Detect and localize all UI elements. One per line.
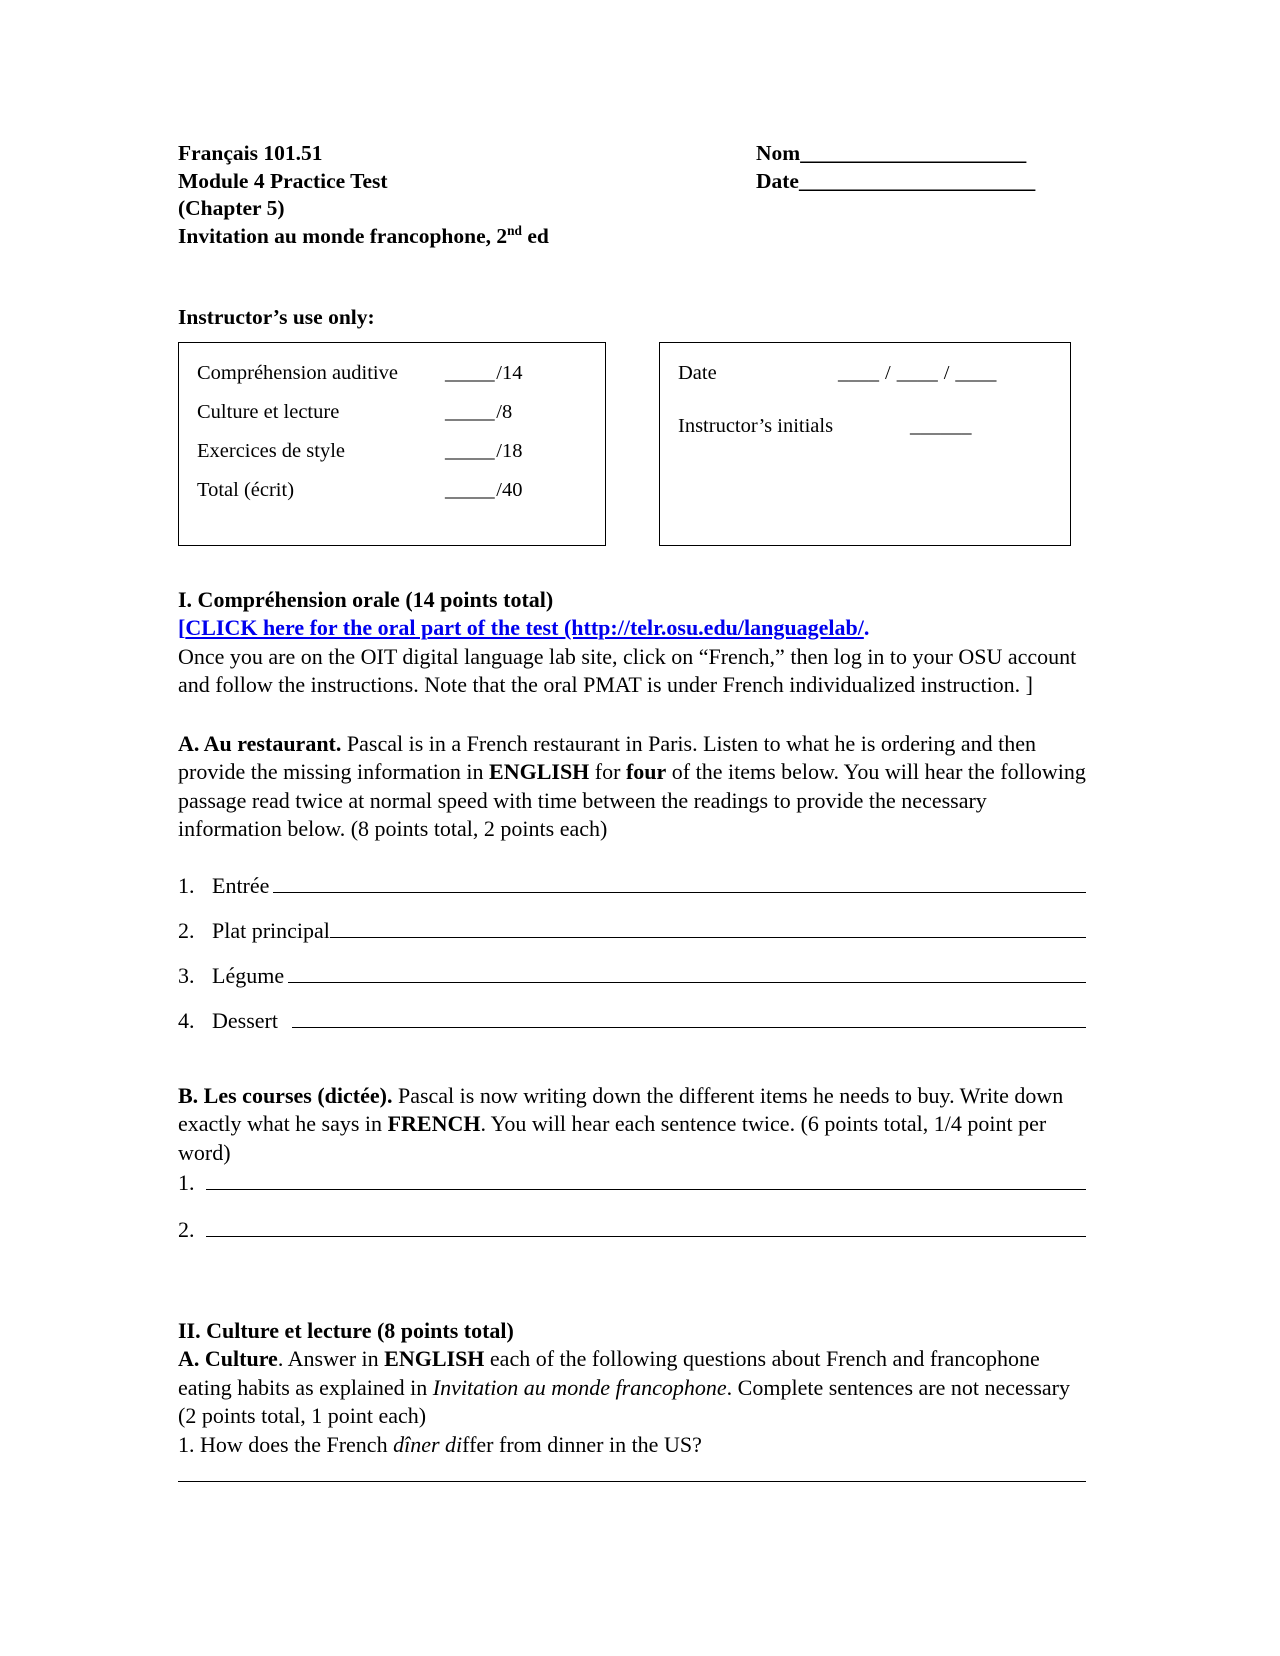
part-a-text-2: for [589, 759, 626, 784]
grade-points: /14 [496, 362, 523, 384]
oral-test-url-link[interactable]: (http://telr.osu.edu/languagelab/ [558, 615, 864, 640]
answer-term: Entrée [212, 872, 270, 898]
culture-question-1-italic: dîner di [393, 1431, 463, 1457]
instructor-date-day-blank[interactable]: ____ [896, 362, 938, 384]
answer-term: Dessert [212, 1007, 278, 1033]
answer-number: 4. [178, 1007, 195, 1033]
instructor-initials-label: Instructor’s initials [678, 415, 834, 437]
grade-blank[interactable]: _____ [445, 401, 495, 423]
textbook-edition-sup: nd [507, 222, 522, 238]
date-separator-2: / [943, 362, 950, 384]
link-open-bracket: [ [178, 615, 186, 640]
date-blank[interactable]: _______________________ [798, 168, 1035, 193]
dictee-row [178, 1169, 1086, 1197]
part-b-label: B. Les courses (dictée). [178, 1082, 393, 1108]
answer-blank-line[interactable] [330, 918, 1086, 938]
part-a-text-1: Pascal is in a French restaurant in Paris. Listen to what he is ordering and then provide the missing information in [178, 730, 1037, 784]
instructor-initials-blank[interactable]: ______ [910, 415, 972, 437]
instructor-date-month-blank[interactable]: ____ [838, 362, 879, 384]
section-ii-bold-english: ENGLISH [384, 1346, 485, 1371]
oral-test-link[interactable]: CLICK here for the oral part of the test [185, 615, 559, 640]
section-ii-part-a-label: Culture [204, 1346, 278, 1371]
textbook-title-text: Invitation au monde francophone, 2 [178, 223, 508, 248]
instructor-initials-row [678, 416, 1070, 436]
instructor-boxes [178, 342, 1086, 546]
document-page [178, 0, 1086, 1482]
dictee-row [178, 1216, 1086, 1244]
document-header [178, 0, 1086, 250]
answer-row [178, 872, 1086, 900]
date-initials-box [659, 342, 1071, 546]
answer-number: 3. [178, 962, 195, 988]
grade-blank[interactable]: _____ [445, 479, 495, 501]
instructor-use-title: Instructor’s use only: [178, 305, 375, 329]
answer-row [178, 1007, 1086, 1035]
answer-number: 2. [178, 917, 195, 943]
date-label: Date [756, 168, 799, 193]
name-blank[interactable]: ______________________ [800, 141, 1026, 165]
culture-question-1-suffix: ffer from dinner in the US? [462, 1431, 702, 1457]
part-b-bold-french: FRENCH [387, 1111, 481, 1136]
grade-label: Culture et lecture [197, 401, 340, 423]
section-ii-italic-booktitle: Invitation au monde francophone [432, 1374, 727, 1400]
chapter-label: (Chapter 5) [178, 196, 285, 220]
grade-points: /40 [496, 479, 523, 501]
test-title: Module 4 Practice Test [178, 168, 388, 193]
part-a-answer-list [178, 872, 1086, 1035]
link-trailing-period: . [863, 615, 870, 640]
oral-test-link-line [178, 614, 1086, 643]
grade-blank[interactable]: _____ [445, 362, 495, 384]
answer-blank-line[interactable] [292, 1008, 1086, 1028]
part-a-au-restaurant [178, 730, 1086, 844]
date-field-row [756, 168, 1086, 196]
part-a-bold-four: four [625, 759, 667, 784]
grade-row [197, 441, 605, 461]
section-ii-text-2: each of the following questions about French and francophone eating habits as explained in [178, 1346, 1040, 1400]
part-a-bold-english: ENGLISH [489, 759, 590, 784]
part-a-text-3: of the items below. You will hear the following passage read twice at normal speed with time between the readings to provide the necessary information below. (8 points total, 2 points each) [178, 759, 1086, 841]
culture-question-1 [178, 1431, 1086, 1460]
grade-label: Exercices de style [197, 440, 345, 462]
section-ii-text-3: . Complete sentences are not necessary (2 points total, 1 point each) [178, 1374, 1070, 1428]
answer-term: Plat principal [212, 917, 330, 943]
grade-blank[interactable]: _____ [445, 440, 495, 462]
answer-number: 1. [178, 872, 195, 898]
grading-box [178, 342, 606, 546]
answer-term: Légume [212, 962, 285, 988]
instructor-date-label: Date [678, 362, 717, 384]
culture-answer-blank-line[interactable] [178, 1465, 1086, 1482]
part-b-text-2: . You will hear each sentence twice. (6 points total, 1/4 point per word) [178, 1111, 1047, 1165]
oral-test-instructions: Once you are on the OIT digital language lab site, click on “French,” then log in to your OSU account and follow the instructions. Note that the oral PMAT is under French individualized instruction. ] [178, 643, 1077, 697]
part-b-text-1: Pascal is now writing down the different items he needs to buy. Write down exactly what he says in [178, 1082, 1064, 1136]
section-ii-part-a-culture [178, 1345, 1086, 1431]
culture-question-1-prefix: 1. How does the French [178, 1431, 394, 1457]
name-field-row [756, 140, 1086, 168]
header-right-block [756, 140, 1086, 195]
answer-row [178, 962, 1086, 990]
answer-blank-line[interactable] [288, 963, 1086, 983]
section-ii-heading: II. Culture et lecture (8 points total) [178, 1318, 514, 1343]
name-label: Nom [756, 141, 801, 165]
header-left-block [178, 140, 738, 250]
section-i-heading: I. Compréhension orale (14 points total) [178, 587, 554, 612]
section-ii-text-1: . Answer in [277, 1346, 385, 1371]
part-b-answer-list [178, 1169, 1086, 1244]
textbook-edition-suffix: ed [521, 223, 549, 248]
grade-row [197, 402, 605, 422]
textbook-title [178, 223, 738, 251]
part-b-les-courses [178, 1082, 1086, 1168]
instructor-date-row [678, 363, 1070, 383]
date-separator-1: / [885, 362, 891, 384]
dictee-number: 2. [178, 1217, 195, 1242]
dictee-blank-line[interactable] [206, 1217, 1086, 1237]
section-ii-part-a-letter: A. [178, 1346, 205, 1371]
instructor-date-year-blank[interactable]: ____ [955, 362, 997, 384]
grade-points: /8 [496, 401, 513, 423]
part-a-label: A. Au restaurant. [178, 730, 342, 756]
grade-points: /18 [496, 440, 523, 462]
grade-row [197, 480, 605, 500]
answer-blank-line[interactable] [273, 873, 1086, 893]
dictee-number: 1. [178, 1170, 195, 1195]
dictee-blank-line[interactable] [206, 1170, 1086, 1190]
course-title: Français 101.51 [178, 141, 323, 165]
grade-label: Total (écrit) [197, 479, 295, 501]
grade-label: Compréhension auditive [197, 362, 398, 384]
answer-row [178, 917, 1086, 945]
grade-row [197, 363, 605, 383]
